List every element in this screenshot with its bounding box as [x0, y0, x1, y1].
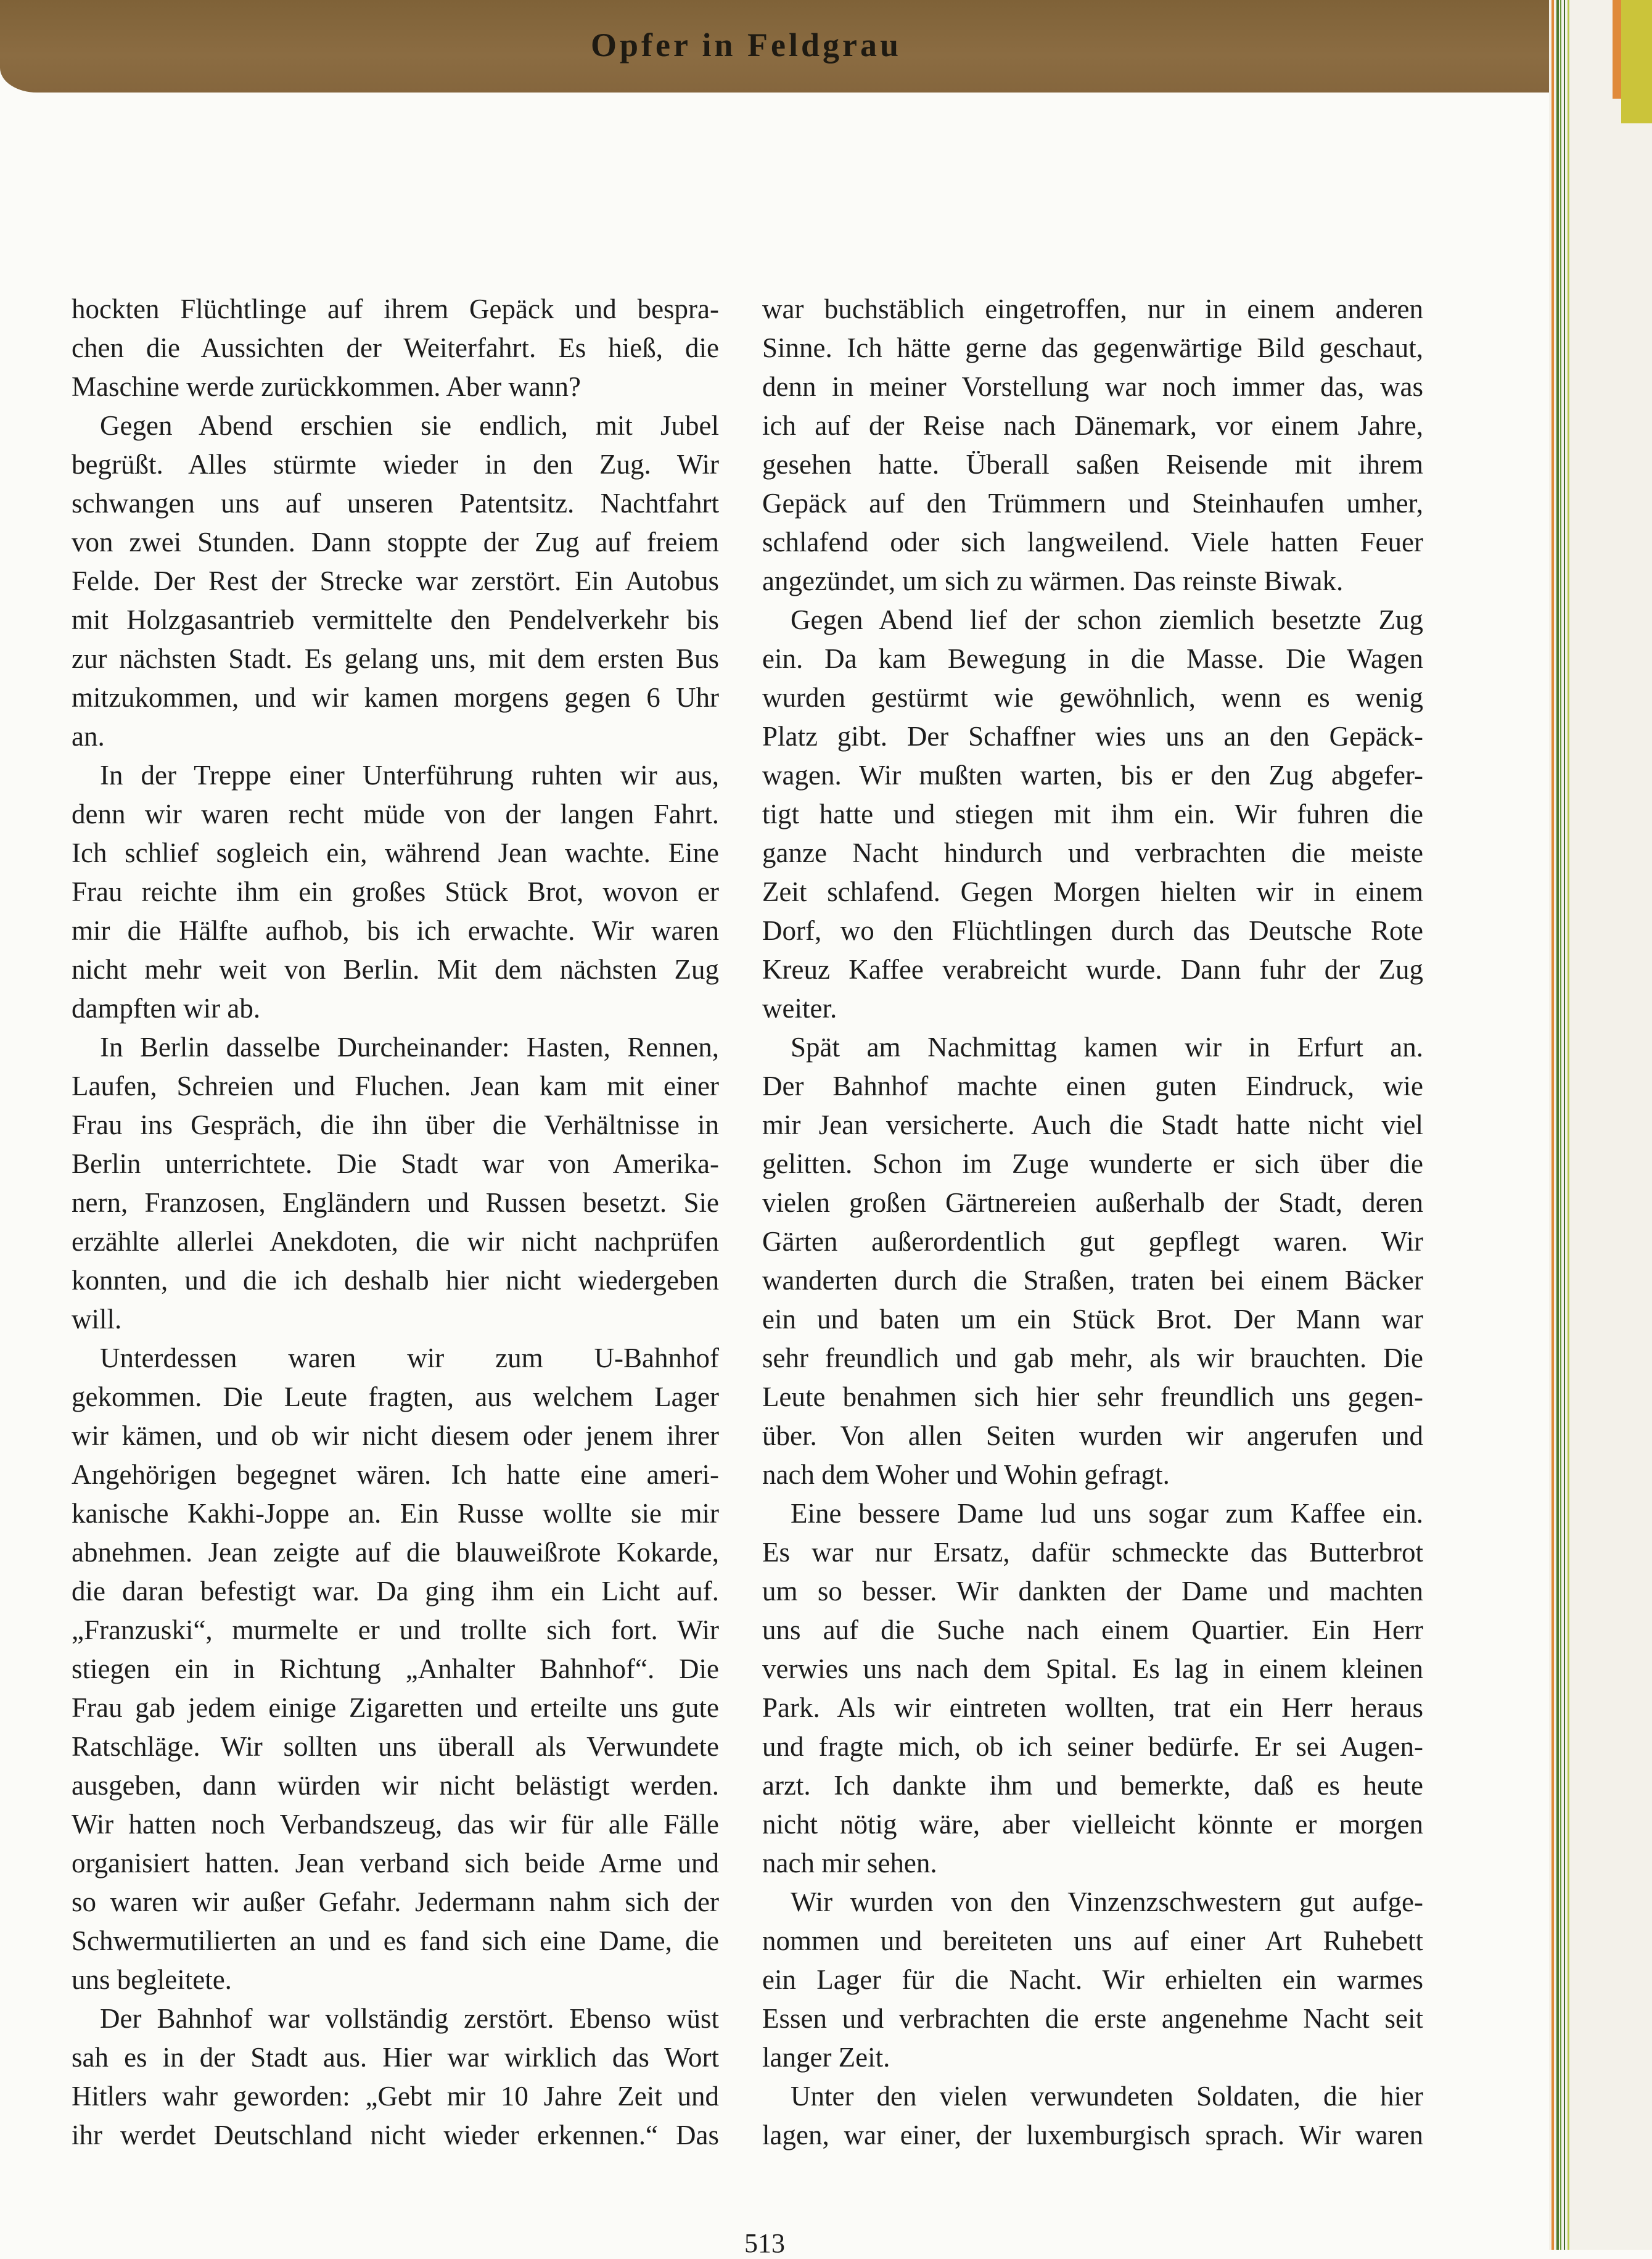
text-line: lagen, war einer, der luxemburgisch sprach. Wir waren — [762, 2120, 1423, 2150]
text-line: Gepäck auf den Trümmern und Steinhaufen umher, — [762, 488, 1423, 519]
text-line: Unter den vielen verwundeten Soldaten, die hier — [791, 2081, 1423, 2112]
text-line: Ich schlief sogleich ein, während Jean wachte. Eine — [72, 837, 719, 868]
text-line: tigt hatte und stiegen mit ihm ein. Wir fuhren die — [762, 799, 1423, 829]
text-line: schlafend oder sich langweilend. Viele hatten Feuer — [762, 527, 1423, 558]
text-line: Gegen Abend lief der schon ziemlich besetzte Zug — [791, 604, 1423, 635]
text-line: nicht nötig wäre, aber vielleicht könnte er morgen — [762, 1809, 1423, 1840]
text-line: war buchstäblich eingetroffen, nur in einem anderen — [762, 294, 1423, 324]
text-line: nach dem Woher und Wohin gefragt. — [762, 1459, 1170, 1490]
text-line: abnehmen. Jean zeigte auf die blauweißrote Kokarde, — [72, 1537, 719, 1568]
text-line: Zeit schlafend. Gegen Morgen hielten wir in einem — [762, 876, 1423, 907]
text-line: Hitlers wahr geworden: „Gebt mir 10 Jahre Zeit und — [72, 2081, 719, 2112]
text-line: hockten Flüchtlinge auf ihrem Gepäck und bespra- — [72, 294, 719, 324]
running-header-title: Opfer in Feldgrau — [590, 27, 902, 64]
text-line: nach mir sehen. — [762, 1848, 937, 1878]
text-line: „Franzuski“, murmelte er und trollte sich fort. Wir — [72, 1615, 719, 1645]
paragraph — [72, 290, 719, 406]
text-column-right — [762, 290, 1423, 2155]
paragraph — [72, 1339, 719, 1999]
paragraph — [72, 1999, 719, 2155]
text-line: uns auf die Suche nach einem Quartier. Ein Herr — [762, 1615, 1423, 1645]
text-line: Kreuz Kaffee verabreicht wurde. Dann fuhr der Zug — [762, 954, 1423, 985]
text-line: begrüßt. Alles stürmte wieder in den Zug. Wir — [72, 449, 719, 480]
text-line: Felde. Der Rest der Strecke war zerstört. Ein Autobus — [72, 566, 719, 596]
text-line: Unterdessen waren wir zum U-Bahnhof — [100, 1343, 719, 1373]
text-line: vielen großen Gärtnereien außerhalb der Stadt, deren — [762, 1187, 1423, 1218]
text-line: ein Lager für die Nacht. Wir erhielten ein warmes — [762, 1964, 1423, 1995]
paragraph — [762, 1494, 1423, 1883]
text-line: Schwermutilierten an und es fand sich eine Dame, die — [72, 1925, 719, 1956]
text-line: verwies uns nach dem Spital. Es lag in einem kleinen — [762, 1653, 1423, 1684]
text-line: Essen und verbrachten die erste angenehme Nacht seit — [762, 2003, 1423, 2034]
text-line: ein. Da kam Bewegung in die Masse. Die Wagen — [762, 643, 1423, 674]
text-line: nicht mehr weit von Berlin. Mit dem nächsten Zug — [72, 954, 719, 985]
text-line: Leute benahmen sich hier sehr freundlich uns gegen- — [762, 1381, 1423, 1412]
page-tab-orange — [1613, 0, 1621, 99]
text-line: Frau reichte ihm ein großes Stück Brot, wovon er — [72, 876, 719, 907]
text-line: zur nächsten Stadt. Es gelang uns, mit dem ersten Bus — [72, 643, 719, 674]
text-line: gekommen. Die Leute fragten, aus welchem Lager — [72, 1381, 719, 1412]
running-header — [0, 0, 1549, 93]
text-line: Angehörigen begegnet wären. Ich hatte eine ameri- — [72, 1459, 719, 1490]
text-line: ausgeben, dann würden wir nicht belästigt werden. — [72, 1770, 719, 1801]
paragraph — [762, 2077, 1423, 2155]
text-line: über. Von allen Seiten wurden wir angerufen und — [762, 1420, 1423, 1451]
text-line: mir Jean versicherte. Auch die Stadt hatte nicht viel — [762, 1109, 1423, 1140]
text-line: ganze Nacht hindurch und verbrachten die meiste — [762, 837, 1423, 868]
text-line: wurden gestürmt wie gewöhnlich, wenn es wenig — [762, 682, 1423, 713]
paragraph — [72, 406, 719, 756]
text-line: chen die Aussichten der Weiterfahrt. Es hieß, die — [72, 332, 719, 363]
text-line: angezündet, um sich zu wärmen. Das reinste Biwak. — [762, 566, 1344, 596]
text-line: konnten, und die ich deshalb hier nicht wiedergeben — [72, 1265, 719, 1296]
text-line: Berlin unterrichtete. Die Stadt war von Amerika- — [72, 1148, 719, 1179]
text-line: mir die Hälfte aufhob, bis ich erwachte. Wir waren — [72, 915, 719, 946]
text-line: nommen und bereiteten uns auf einer Art Ruhebett — [762, 1925, 1423, 1956]
text-line: organisiert hatten. Jean verband sich beide Arme und — [72, 1848, 719, 1878]
paragraph — [762, 290, 1423, 601]
paragraph — [72, 1028, 719, 1339]
text-line: kanische Kakhi-Joppe an. Ein Russe wollte sie mir — [72, 1498, 719, 1529]
text-line: In Berlin dasselbe Durcheinander: Hasten, Rennen, — [100, 1032, 719, 1063]
text-line: um so besser. Wir dankten der Dame und machten — [762, 1576, 1423, 1607]
text-line: ein und baten um ein Stück Brot. Der Mann war — [762, 1304, 1423, 1335]
text-line: will. — [72, 1304, 122, 1335]
text-line: Sinne. Ich hätte gerne das gegenwärtige Bild geschaut, — [762, 332, 1423, 363]
text-line: Frau ins Gespräch, die ihn über die Verhältnisse in — [72, 1109, 719, 1140]
text-line: gelitten. Schon im Zuge wunderte er sich über die — [762, 1148, 1423, 1179]
text-line: Spät am Nachmittag kamen wir in Erfurt an. — [791, 1032, 1423, 1063]
text-line: schwangen uns auf unseren Patentsitz. Nachtfahrt — [72, 488, 719, 519]
text-column-left — [72, 290, 719, 2155]
text-line: langer Zeit. — [762, 2042, 890, 2073]
text-line: nern, Franzosen, Engländern und Russen besetzt. Sie — [72, 1187, 719, 1218]
text-line: von zwei Stunden. Dann stoppte der Zug auf freiem — [72, 527, 719, 558]
paragraph — [72, 756, 719, 1028]
page-tab-yellow — [1621, 0, 1652, 123]
text-line: Platz gibt. Der Schaffner wies uns an den Gepäck- — [762, 721, 1423, 752]
text-line: so waren wir außer Gefahr. Jedermann nahm sich der — [72, 1887, 719, 1917]
text-line: ihr werdet Deutschland nicht wieder erkennen.“ Das — [72, 2120, 719, 2150]
text-line: uns begleitete. — [72, 1964, 232, 1995]
text-line: Frau gab jedem einige Zigaretten und erteilte uns gute — [72, 1692, 719, 1723]
page-edges — [1549, 0, 1652, 2250]
text-line: denn wir waren recht müde von der langen Fahrt. — [72, 799, 719, 829]
text-line: Laufen, Schreien und Fluchen. Jean kam mit einer — [72, 1071, 719, 1101]
page-number: 513 — [744, 2228, 785, 2258]
text-line: Wir hatten noch Verbandszeug, das wir für alle Fälle — [72, 1809, 719, 1840]
text-line: sehr freundlich und gab mehr, als wir brauchten. Die — [762, 1343, 1423, 1373]
text-line: die daran befestigt war. Da ging ihm ein Licht auf. — [72, 1576, 719, 1607]
text-line: erzählte allerlei Anekdoten, die wir nicht nachprüfen — [72, 1226, 719, 1257]
paragraph — [762, 601, 1423, 1028]
text-line: Der Bahnhof war vollständig zerstört. Ebenso wüst — [100, 2003, 719, 2034]
text-line: Der Bahnhof machte einen guten Eindruck, wie — [762, 1071, 1423, 1101]
text-line: Eine bessere Dame lud uns sogar zum Kaffee ein. — [791, 1498, 1423, 1529]
text-line: denn in meiner Vorstellung war noch immer das, was — [762, 371, 1423, 402]
text-line: gesehen hatte. Überall saßen Reisende mit ihrem — [762, 449, 1423, 480]
text-line: Dorf, wo den Flüchtlingen durch das Deutsche Rote — [762, 915, 1423, 946]
text-line: und fragte mich, ob ich seiner bedürfe. Er sei Augen- — [762, 1731, 1423, 1762]
text-line: sah es in der Stadt aus. Hier war wirklich das Wort — [72, 2042, 719, 2073]
text-line: In der Treppe einer Unterführung ruhten wir aus, — [100, 760, 719, 791]
text-line: wir kämen, und ob wir nicht diesem oder jenem ihrer — [72, 1420, 719, 1451]
text-line: ich auf der Reise nach Dänemark, vor einem Jahre, — [762, 410, 1423, 441]
text-line: Wir wurden von den Vinzenzschwestern gut aufge- — [791, 1887, 1423, 1917]
text-line: an. — [72, 721, 105, 752]
paragraph — [762, 1883, 1423, 2077]
text-line: Gärten außerordentlich gut gepflegt waren. Wir — [762, 1226, 1423, 1257]
text-line: arzt. Ich dankte ihm und bemerkte, daß es heute — [762, 1770, 1423, 1801]
text-line: Gegen Abend erschien sie endlich, mit Jubel — [100, 410, 719, 441]
text-line: stiegen ein in Richtung „Anhalter Bahnhof“. Die — [72, 1653, 719, 1684]
text-line: Maschine werde zurückkommen. Aber wann? — [72, 371, 581, 402]
text-line: Park. Als wir eintreten wollten, trat ein Herr heraus — [762, 1692, 1423, 1723]
text-line: wagen. Wir mußten warten, bis er den Zug abgefer- — [762, 760, 1423, 791]
text-line: Ratschläge. Wir sollten uns überall als Verwundete — [72, 1731, 719, 1762]
text-line: wanderten durch die Straßen, traten bei einem Bäcker — [762, 1265, 1423, 1296]
text-line: weiter. — [762, 993, 837, 1024]
text-line: mit Holzgasantrieb vermittelte den Pendelverkehr bis — [72, 604, 719, 635]
paragraph — [762, 1028, 1423, 1494]
text-line: dampften wir ab. — [72, 993, 261, 1024]
text-line: Es war nur Ersatz, dafür schmeckte das Butterbrot — [762, 1537, 1423, 1568]
text-line: mitzukommen, und wir kamen morgens gegen 6 Uhr — [72, 682, 719, 713]
